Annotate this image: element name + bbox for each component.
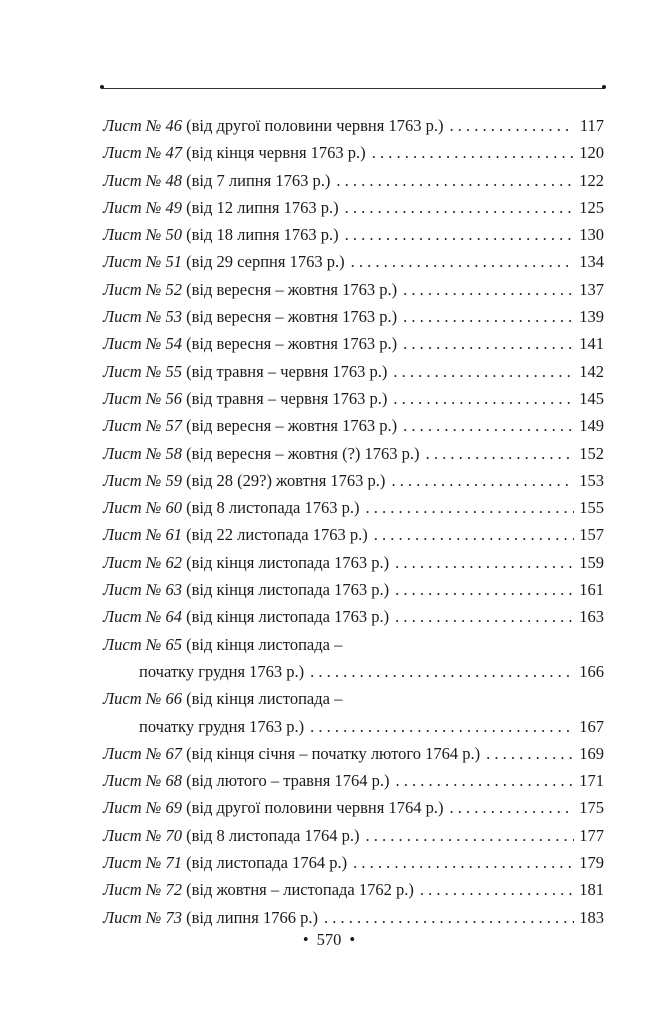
toc-entry-page-number: 183 — [579, 907, 604, 927]
toc-entry-line — [103, 385, 604, 412]
folio-bullet-left: • — [302, 930, 309, 949]
toc-entry — [103, 631, 604, 686]
toc-entry-title — [103, 248, 345, 275]
toc-entry-line — [103, 221, 604, 248]
dot-leader — [403, 412, 574, 439]
toc-entry-page-number: 137 — [579, 279, 604, 299]
toc-entry-title — [103, 276, 397, 303]
toc-entry-line — [103, 440, 604, 467]
toc-entry-letter-number: Лист № 56 — [103, 388, 182, 408]
toc-entry-title — [103, 167, 330, 194]
toc-entry-date: (від кінця червня 1763 р.) — [186, 143, 366, 163]
toc-entry-page-number: 117 — [579, 116, 604, 135]
toc-entry-page-number: 125 — [579, 197, 604, 217]
toc-entry-letter-number: Лист № 68 — [103, 771, 182, 791]
toc-entry-line — [103, 549, 604, 576]
dot-leader — [403, 330, 574, 357]
toc-entry-line — [103, 276, 604, 303]
toc-entry-date: (від листопада 1764 р.) — [186, 853, 348, 873]
toc-entry-date: (від другої половини червня 1764 р.) — [186, 798, 444, 818]
toc-entry-letter-number: Лист № 58 — [103, 443, 182, 463]
toc-entry-page-number: 153 — [579, 470, 604, 490]
toc-entry-date: (від вересня – жовтня 1763 р.) — [186, 334, 398, 354]
dot-leader — [395, 603, 574, 630]
table-of-contents — [103, 112, 604, 931]
toc-entry-title — [103, 303, 397, 330]
dot-leader — [449, 112, 574, 139]
toc-entry-letter-number: Лист № 55 — [103, 361, 182, 381]
toc-entry — [103, 685, 604, 740]
toc-entry-line — [103, 358, 604, 385]
toc-entry — [103, 794, 604, 821]
toc-entry-date: (від кінця листопада – — [186, 634, 343, 654]
dot-leader — [324, 904, 574, 931]
dot-leader — [486, 740, 574, 767]
toc-entry-date: (від 22 листопада 1763 р.) — [186, 525, 368, 545]
toc-entry — [103, 139, 604, 166]
toc-entry-continuation-line — [103, 713, 604, 740]
toc-entry-continuation-line — [103, 658, 604, 685]
toc-entry-page-number: 179 — [579, 853, 604, 873]
toc-entry-page-number: 167 — [579, 716, 604, 736]
toc-entry — [103, 904, 604, 931]
toc-entry-title — [103, 521, 368, 548]
header-rule — [103, 88, 604, 89]
toc-entry — [103, 167, 604, 194]
toc-entry — [103, 221, 604, 248]
toc-entry-title — [103, 904, 318, 931]
toc-entry-letter-number: Лист № 52 — [103, 279, 182, 299]
toc-entry-title — [103, 330, 397, 357]
toc-entry-line — [103, 494, 604, 521]
toc-entry-letter-number: Лист № 65 — [103, 634, 182, 654]
toc-entry-letter-number: Лист № 53 — [103, 307, 182, 327]
toc-entry-letter-number: Лист № 72 — [103, 880, 182, 900]
page-number — [0, 930, 658, 950]
dot-leader — [449, 794, 574, 821]
toc-entry — [103, 849, 604, 876]
toc-entry-date: (від вересня – жовтня 1763 р.) — [186, 416, 398, 436]
toc-entry-page-number: 175 — [579, 798, 604, 818]
toc-entry-letter-number: Лист № 62 — [103, 552, 182, 572]
toc-entry-title — [103, 194, 339, 221]
dot-leader — [393, 358, 574, 385]
toc-entry-date: (від 28 (29?) жовтня 1763 р.) — [186, 470, 386, 490]
toc-entry-date: (від вересня – жовтня (?) 1763 р.) — [186, 443, 420, 463]
toc-entry — [103, 494, 604, 521]
toc-entry-date: (від кінця листопада 1763 р.) — [186, 580, 390, 600]
toc-entry-line — [103, 904, 604, 931]
dot-leader — [372, 139, 574, 166]
toc-entry-letter-number: Лист № 71 — [103, 853, 182, 873]
dot-leader — [393, 385, 574, 412]
toc-entry-line — [103, 794, 604, 821]
toc-entry-title — [103, 576, 389, 603]
toc-entry — [103, 767, 604, 794]
toc-entry — [103, 603, 604, 630]
toc-entry-line — [103, 767, 604, 794]
toc-entry — [103, 248, 604, 275]
toc-entry-line — [103, 521, 604, 548]
toc-entry-page-number: 142 — [579, 361, 604, 381]
toc-entry-title — [103, 412, 397, 439]
toc-entry-line — [103, 167, 604, 194]
toc-entry-page-number: 139 — [579, 307, 604, 327]
toc-entry — [103, 276, 604, 303]
toc-entry — [103, 576, 604, 603]
toc-entry-date: (від кінця листопада – — [186, 689, 343, 709]
toc-entry-line — [103, 139, 604, 166]
toc-entry — [103, 876, 604, 903]
toc-entry-page-number: 122 — [579, 170, 604, 190]
folio-number: 570 — [316, 930, 342, 949]
toc-entry-title — [103, 467, 385, 494]
toc-entry-line — [103, 412, 604, 439]
toc-entry-date: (від травня – червня 1763 р.) — [186, 388, 388, 408]
toc-entry-title — [103, 794, 443, 821]
toc-entry-date: (від 7 липня 1763 р.) — [186, 170, 331, 190]
toc-entry-date: (від 12 липня 1763 р.) — [186, 197, 339, 217]
toc-entry-date: (від другої половини червня 1763 р.) — [186, 116, 444, 135]
dot-leader — [366, 822, 575, 849]
folio-bullet-right: • — [349, 930, 356, 949]
toc-entry-letter-number: Лист № 70 — [103, 825, 182, 845]
toc-entry-title — [103, 112, 443, 139]
toc-entry-page-number: 181 — [579, 880, 604, 900]
toc-entry-letter-number: Лист № 46 — [103, 116, 182, 135]
toc-entry-page-number: 120 — [579, 143, 604, 163]
toc-entry-date: (від 18 липня 1763 р.) — [186, 225, 339, 245]
dot-leader — [351, 248, 574, 275]
toc-entry-title — [103, 876, 414, 903]
toc-entry-date: (від 8 листопада 1764 р.) — [186, 825, 360, 845]
toc-entry-title — [103, 740, 480, 767]
dot-leader — [310, 658, 574, 685]
toc-entry — [103, 330, 604, 357]
toc-entry-letter-number: Лист № 66 — [103, 689, 182, 709]
dot-leader — [345, 221, 574, 248]
toc-entry-title — [103, 685, 342, 712]
toc-entry-title — [103, 221, 339, 248]
toc-entry — [103, 521, 604, 548]
dot-leader — [420, 876, 574, 903]
toc-entry-page-number: 169 — [579, 743, 604, 763]
toc-entry-letter-number: Лист № 59 — [103, 470, 182, 490]
toc-entry — [103, 740, 604, 767]
dot-leader — [396, 767, 574, 794]
toc-entry-letter-number: Лист № 63 — [103, 580, 182, 600]
dot-leader — [395, 549, 574, 576]
toc-entry — [103, 112, 604, 139]
toc-entry-title — [103, 631, 342, 658]
toc-entry-letter-number: Лист № 50 — [103, 225, 182, 245]
toc-entry-line — [103, 685, 604, 712]
toc-entry-line — [103, 603, 604, 630]
toc-entry-line — [103, 112, 604, 139]
toc-entry-line — [103, 631, 604, 658]
toc-entry-page-number: 130 — [579, 225, 604, 245]
toc-entry-page-number: 155 — [579, 498, 604, 518]
dot-leader — [403, 303, 574, 330]
toc-entry-letter-number: Лист № 51 — [103, 252, 182, 272]
toc-entry-letter-number: Лист № 47 — [103, 143, 182, 163]
toc-entry-page-number: 157 — [579, 525, 604, 545]
toc-entry — [103, 822, 604, 849]
toc-entry-title — [103, 603, 389, 630]
dot-leader — [426, 440, 574, 467]
toc-entry-title — [103, 440, 420, 467]
toc-entry-line — [103, 740, 604, 767]
toc-entry-date: (від 29 серпня 1763 р.) — [186, 252, 345, 272]
toc-entry-page-number: 141 — [579, 334, 604, 354]
toc-entry-line — [103, 303, 604, 330]
toc-entry-letter-number: Лист № 60 — [103, 498, 182, 518]
dot-leader — [366, 494, 575, 521]
toc-entry-date: (від кінця листопада 1763 р.) — [186, 552, 390, 572]
dot-leader — [374, 521, 574, 548]
header-rule-right-dot — [602, 85, 606, 89]
toc-entry-line — [103, 248, 604, 275]
toc-entry-date: (від липня 1766 р.) — [186, 907, 318, 927]
toc-entry-date: (від вересня – жовтня 1763 р.) — [186, 279, 398, 299]
toc-entry-letter-number: Лист № 57 — [103, 416, 182, 436]
dot-leader — [353, 849, 574, 876]
toc-entry-line — [103, 576, 604, 603]
toc-entry-title — [103, 822, 360, 849]
toc-entry-date: (від кінця січня – початку лютого 1764 р.) — [186, 743, 481, 763]
toc-entry-letter-number: Лист № 67 — [103, 743, 182, 763]
toc-entry-date: (від лютого – травня 1764 р.) — [186, 771, 390, 791]
toc-entry-date-continued: початку грудня 1763 р.) — [139, 716, 305, 736]
toc-entry-letter-number: Лист № 54 — [103, 334, 182, 354]
toc-entry-letter-number: Лист № 64 — [103, 607, 182, 627]
toc-entry-title — [103, 385, 387, 412]
toc-entry-title — [103, 494, 360, 521]
toc-entry-date: (від вересня – жовтня 1763 р.) — [186, 307, 398, 327]
toc-entry-line — [103, 330, 604, 357]
toc-entry-page-number: 159 — [579, 552, 604, 572]
toc-entry — [103, 358, 604, 385]
toc-entry-letter-number: Лист № 49 — [103, 197, 182, 217]
dot-leader — [403, 276, 574, 303]
toc-entry — [103, 440, 604, 467]
toc-entry-page-number: 149 — [579, 416, 604, 436]
toc-entry-letter-number: Лист № 73 — [103, 907, 182, 927]
toc-entry-line — [103, 849, 604, 876]
toc-entry-page-number: 161 — [579, 580, 604, 600]
toc-entry — [103, 549, 604, 576]
toc-entry-date: (від 8 листопада 1763 р.) — [186, 498, 360, 518]
toc-entry-date: (від кінця листопада 1763 р.) — [186, 607, 390, 627]
toc-entry — [103, 412, 604, 439]
toc-entry-page-number: 145 — [579, 388, 604, 408]
toc-entry-letter-number: Лист № 61 — [103, 525, 182, 545]
dot-leader — [345, 194, 574, 221]
toc-entry-page-number: 152 — [579, 443, 604, 463]
toc-entry-title — [103, 139, 366, 166]
toc-entry-line — [103, 194, 604, 221]
toc-entry-title — [103, 767, 390, 794]
toc-entry-date-continued: початку грудня 1763 р.) — [139, 661, 305, 681]
toc-entry-title — [103, 849, 347, 876]
dot-leader — [395, 576, 574, 603]
dot-leader — [310, 713, 574, 740]
dot-leader — [336, 167, 574, 194]
toc-entry-title — [103, 358, 387, 385]
toc-entry-letter-number: Лист № 48 — [103, 170, 182, 190]
toc-entry-line — [103, 822, 604, 849]
toc-entry — [103, 467, 604, 494]
toc-entry-page-number: 177 — [579, 825, 604, 845]
toc-entry-date: (від травня – червня 1763 р.) — [186, 361, 388, 381]
toc-entry-letter-number: Лист № 69 — [103, 798, 182, 818]
toc-entry — [103, 303, 604, 330]
toc-entry-page-number: 166 — [579, 661, 604, 681]
toc-entry-page-number: 134 — [579, 252, 604, 272]
toc-entry-date: (від жовтня – листопада 1762 р.) — [186, 880, 414, 900]
toc-entry-page-number: 163 — [579, 607, 604, 627]
dot-leader — [391, 467, 574, 494]
toc-entry-line — [103, 467, 604, 494]
toc-entry-page-number: 171 — [579, 771, 604, 791]
toc-entry-line — [103, 876, 604, 903]
toc-entry — [103, 385, 604, 412]
toc-entry-title — [103, 549, 389, 576]
toc-entry — [103, 194, 604, 221]
